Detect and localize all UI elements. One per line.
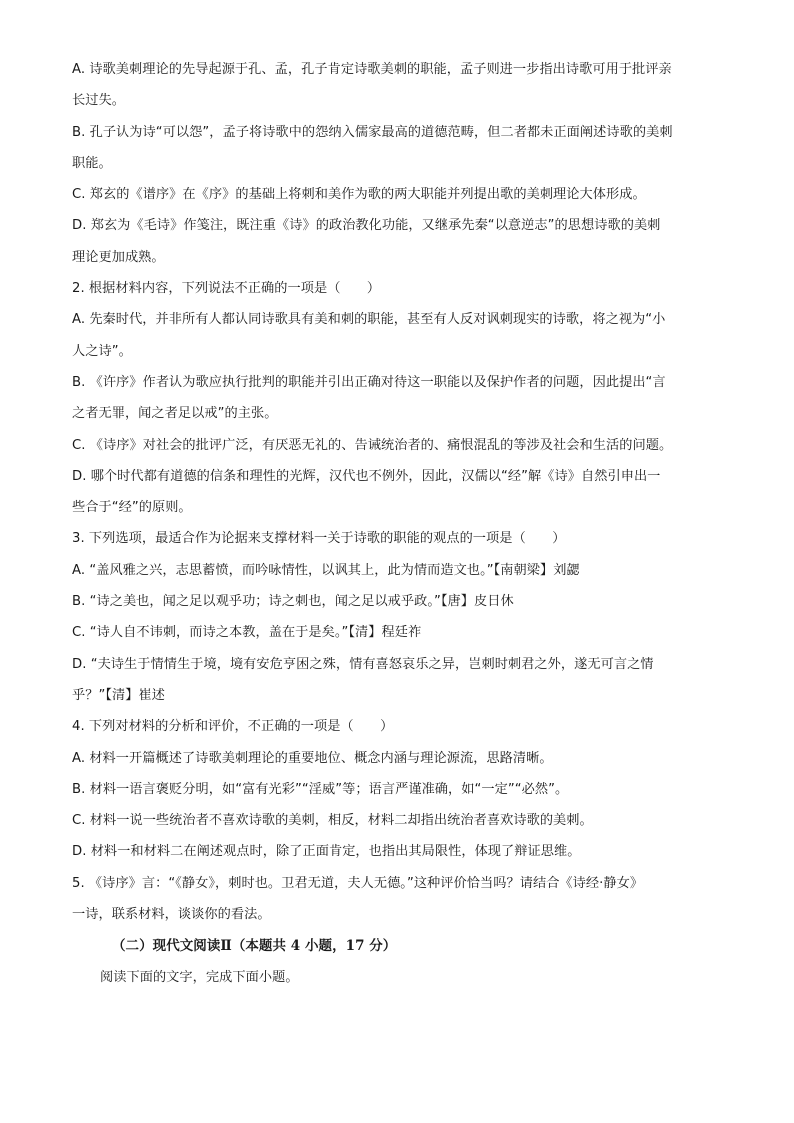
reading-instruction: 阅读下面的文字，完成下面小题。: [100, 969, 299, 985]
q2-option-a-line-2: 人之诗”。: [72, 343, 132, 359]
question-4-stem: 4. 下列对材料的分析和评价，不正确的一项是（ ）: [72, 719, 394, 735]
option-a-line-1: A. 诗歌美刺理论的先导起源于孔、孟，孔子肯定诗歌美刺的职能，孟子则进一步指出诗歌可用于批评亲: [72, 62, 672, 77]
q4-option-d: D. 材料一和材料二在阐述观点时，除了正面肯定，也指出其局限性，体现了辩证思维。: [72, 844, 581, 860]
option-a-line-2: 长过失。: [72, 93, 125, 109]
q3-option-d-line-1: D. “夫诗生于情情生于境，境有安危亨困之殊，情有喜怒哀乐之异，岂刺时刺君之外，遂无可言之情: [72, 656, 654, 672]
document-page: [72, 62, 720, 1001]
q4-option-b: B. 材料一语言褒贬分明，如“富有光彩”“淫威”等；语言严谨准确，如“一定”“必然”。: [72, 781, 569, 797]
option-b-line-1: B. 孔子认为诗“可以怨”，孟子将诗歌中的怨纳入儒家最高的道德范畴，但二者都未正面阐述诗歌的美刺: [72, 124, 673, 140]
option-d-line-2: 理论更加成熟。: [72, 249, 165, 265]
question-5-line-2: 一诗，联系材料，谈谈你的看法。: [72, 907, 271, 923]
q2-option-c-line: C. 《诗序》对社会的批评广泛，有厌恶无礼的、告诫统治者的、痛恨混乱的等涉及社会和生活的问题。: [72, 437, 673, 453]
q2-option-b-line-2: 之者无罪，闻之者足以戒”的主张。: [72, 406, 278, 422]
section-heading: （二）现代文阅读Ⅱ（本题共 4 小题，17 分）: [112, 938, 397, 955]
question-2-stem: 2. 根据材料内容，下列说法不正确的一项是（ ）: [72, 281, 381, 297]
q3-option-b: B. “诗之美也，闻之足以观乎功；诗之刺也，闻之足以戒乎政。”【唐】皮日休: [72, 594, 514, 610]
q3-option-c: C. “诗人自不讳刺，而诗之本教，盖在于是矣。”【清】程廷祚: [72, 625, 422, 641]
q4-option-a: A. 材料一开篇概述了诗歌美刺理论的重要地位、概念内涵与理论源流，思路清晰。: [72, 750, 553, 766]
option-d-line-1: D. 郑玄为《毛诗》作笺注，既注重《诗》的政治教化功能，又继承先秦“以意逆志”的思想诗歌的美刺: [72, 218, 661, 234]
q3-option-d-line-2: 乎？”【清】崔述: [72, 687, 165, 703]
q2-option-a-line-1: A. 先秦时代，并非所有人都认同诗歌具有美和刺的职能，甚至有人反对讽刺现实的诗歌，将之视为“小: [72, 312, 666, 328]
q4-option-c: C. 材料一说一些统治者不喜欢诗歌的美刺，相反，材料二却指出统治者喜欢诗歌的美刺。: [72, 813, 593, 829]
option-b-line-2: 职能。: [72, 155, 112, 171]
question-3-stem: 3. 下列选项，最适合作为论据来支撑材料一关于诗歌的职能的观点的一项是（ ）: [72, 531, 566, 547]
question-5-line-1: 5. 《诗序》言：“《静女》，刺时也。卫君无道，夫人无德。”这种评价恰当吗？请结合《诗经·静女》: [72, 875, 644, 891]
q2-option-d-line-2: 些合于“经”的原则。: [72, 500, 192, 516]
option-c-line: C. 郑玄的《谱序》在《序》的基础上将刺和美作为歌的两大职能并列提出歌的美刺理论大体形成。: [72, 187, 646, 203]
q3-option-a: A. “盖风雅之兴，志思蓄愤，而吟咏情性，以讽其上，此为情而造文也。”【南朝梁】刘勰: [72, 562, 580, 578]
q2-option-d-line-1: D. 哪个时代都有道德的信条和理性的光辉，汉代也不例外，因此，汉儒以“经”解《诗》自然引申出一: [72, 468, 661, 484]
q2-option-b-line-1: B. 《许序》作者认为歌应执行批判的职能并引出正确对待这一职能以及保护作者的问题，因此提出“言: [72, 374, 666, 390]
